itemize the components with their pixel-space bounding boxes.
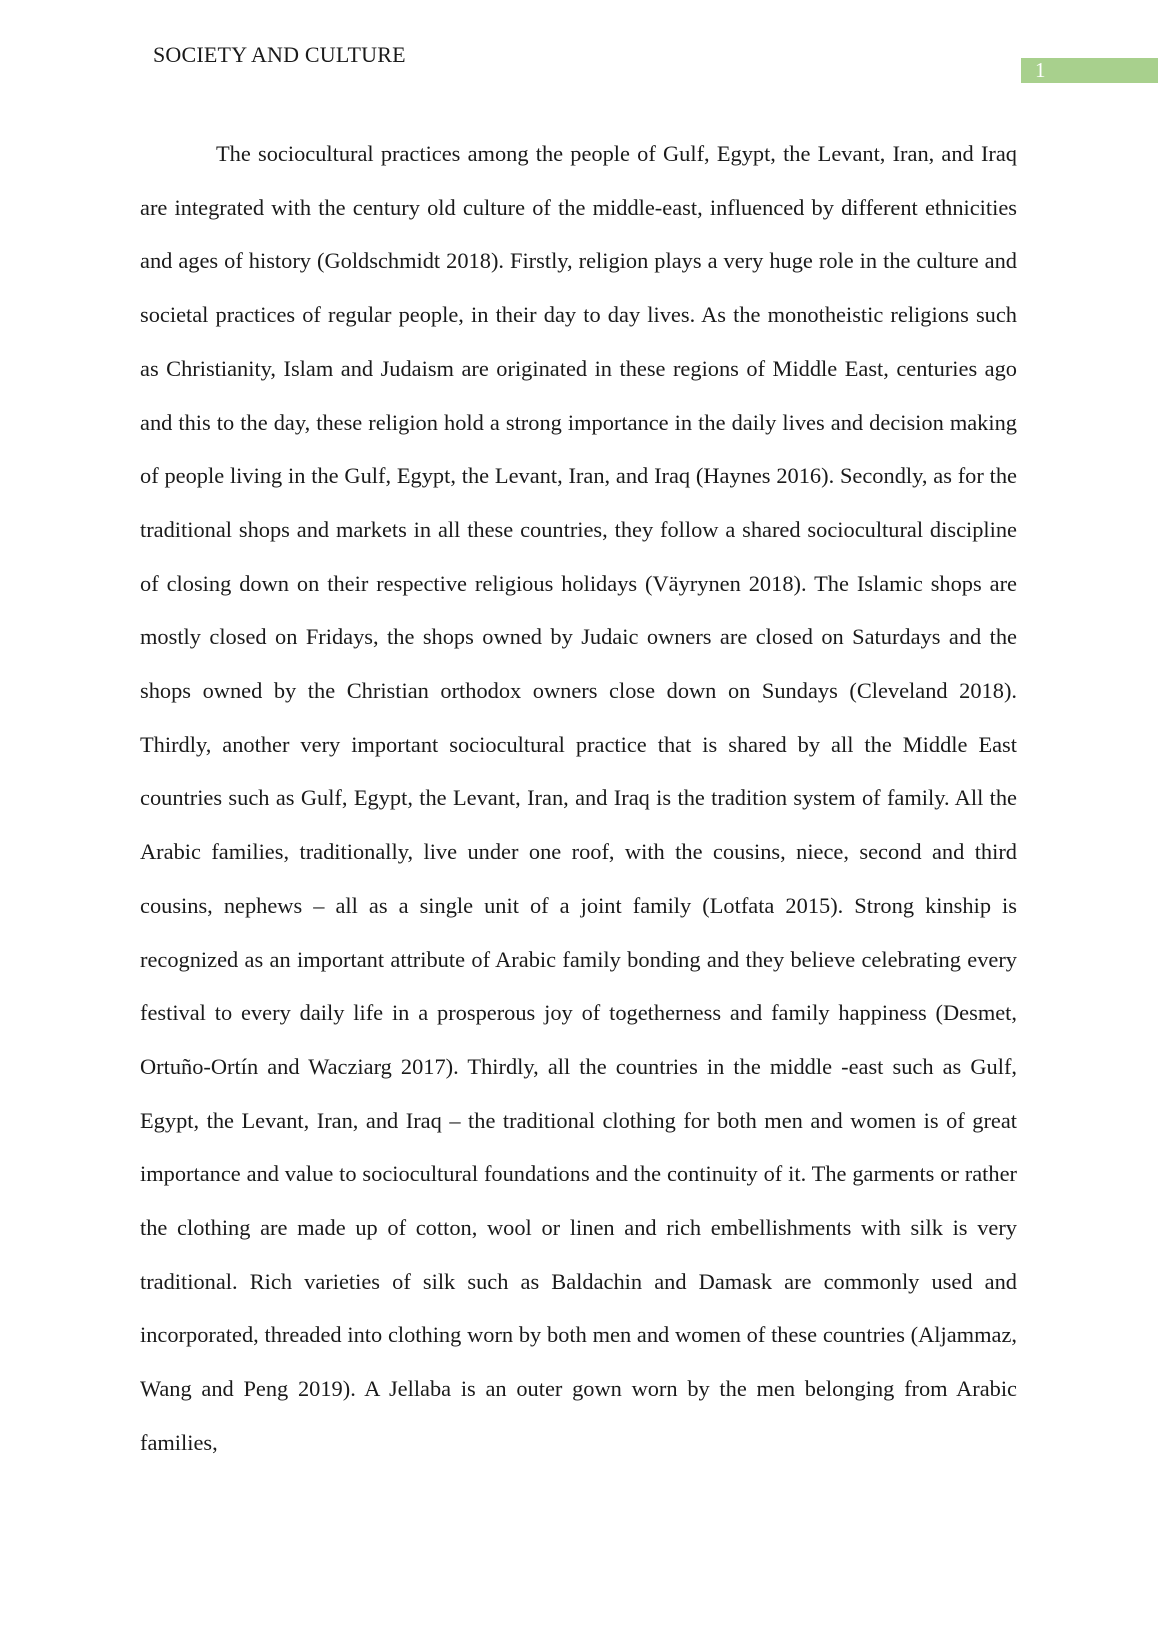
page-number: 1 (1035, 58, 1046, 82)
body-paragraph: The sociocultural practices among the people of Gulf, Egypt, the Levant, Iran, and Iraq are integrated with the century old culture of the middle-east, influenced by different ethnicities and ages of history (Goldschmidt 2018). Firstly, religion plays a very huge role in the culture and societal practices of regular people, in their day to day lives. As the monotheistic religions such as Christianity, Islam and Judaism are originated in these regions of Middle East, centuries ago and this to the day, these religion hold a strong importance in the daily lives and decision making of people living in the Gulf, Egypt, the Levant, Iran, and Iraq (Haynes 2016). Secondly, as for the traditional shops and markets in all these countries, they follow a shared sociocultural discipline of closing down on their respective religious holidays (Väyrynen 2018). The Islamic shops are mostly closed on Fridays, the shops owned by Judaic owners are closed on Saturdays and the shops owned by the Christian orthodox owners close down on Sundays (Cleveland 2018). Thirdly, another very important sociocultural practice that is shared by all the Middle East countries such as Gulf, Egypt, the Levant, Iran, and Iraq is the tradition system of family. All the Arabic families, traditionally, live under one roof, with the cousins, niece, second and third cousins, nephews – all as a single unit of a joint family (Lotfata 2015). Strong kinship is recognized as an important attribute of Arabic family bonding and they believe celebrating every festival to every daily life in a prosperous joy of togetherness and family happiness (Desmet, Ortuño-Ortín and Wacziarg 2017). Thirdly, all the countries in the middle -east such as Gulf, Egypt, the Levant, Iran, and Iraq – the traditional clothing for both men and women is of great importance and value to sociocultural foundations and the continuity of it. The garments or rather the clothing are made up of cotton, wool or linen and rich embellishments with silk is very traditional. Rich varieties of silk such as Baldachin and Damask are commonly used and incorporated, threaded into clothing worn by both men and women of these countries (Aljammaz, Wang and Peng 2019). A Jellaba is an outer gown worn by the men belonging from Arabic families, (140, 141, 1017, 1455)
page-number-box (1021, 58, 1158, 83)
running-head: SOCIETY AND CULTURE (153, 42, 406, 67)
